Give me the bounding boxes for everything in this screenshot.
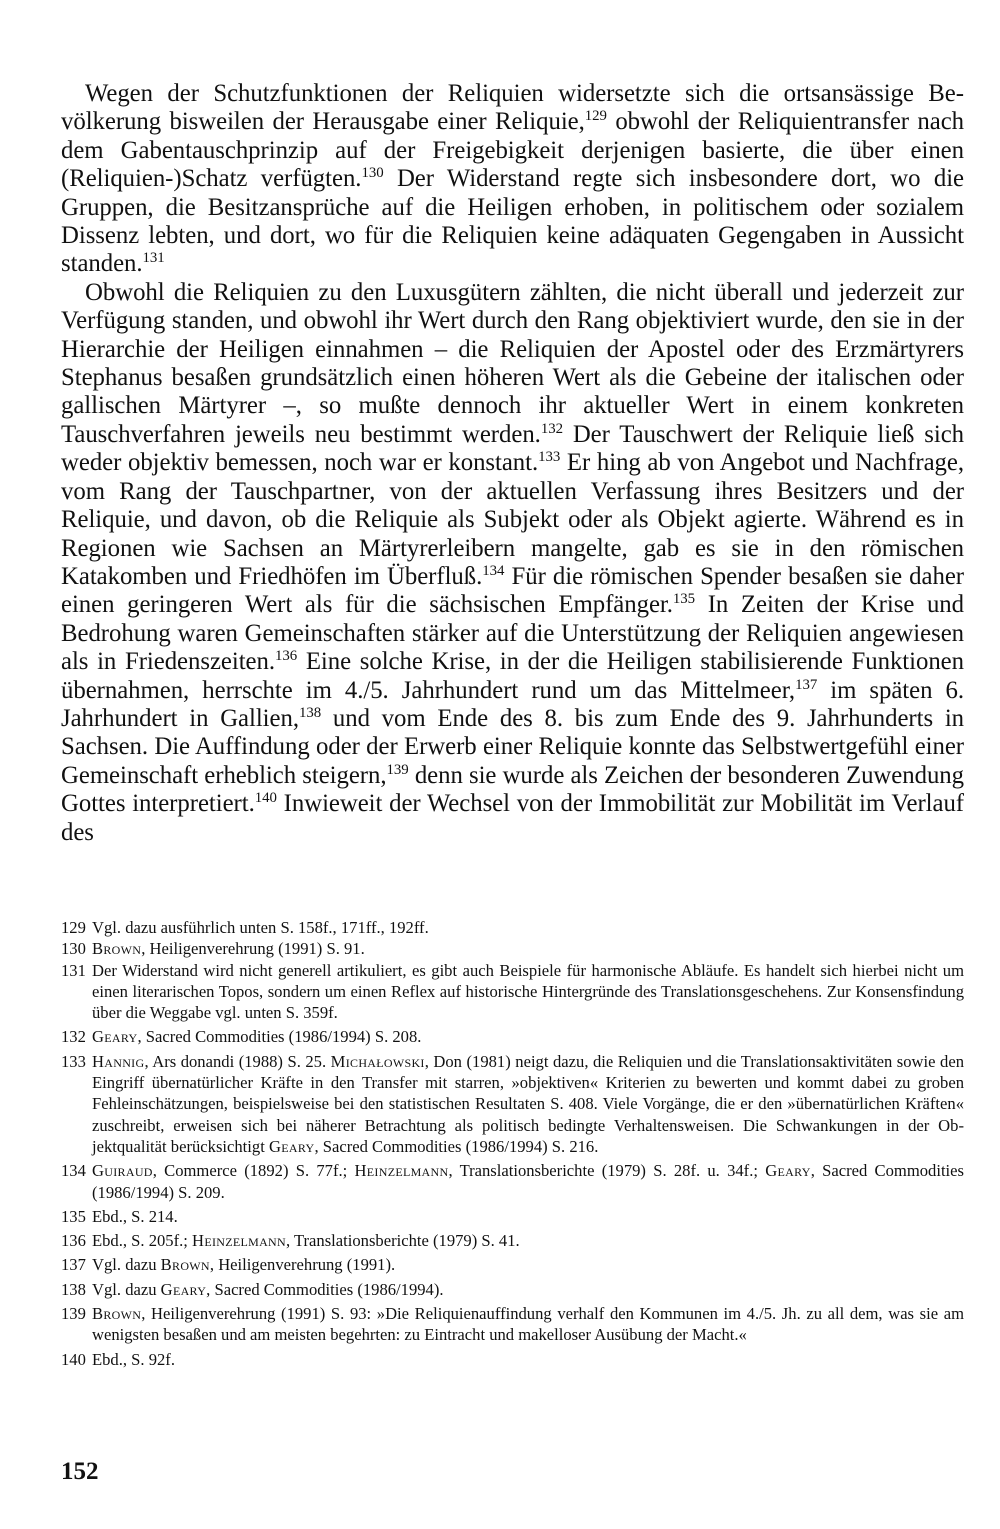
footnote-number: 138 [61,1279,86,1299]
paragraph-1: Wegen der Schutzfunktionen der Reliquien widersetzte sich die ortsansässige Bevölkerung bisweilen der Herausgabe einer Reliquie,$^{129}$ obwohl der Reliquientransfer nach dem Gabentauschprinzip auf der Freigebigkeit derjenigen basierte, die über einen (Reliquien-)Schatz verfügten.$^{130}$ Der Widerstand regte sich insbesondere dort, wo die Gruppen, die Besitzansprüche auf die Heiligen erhoben, in politischem oder sozialem Dissenz lebten, und dort, wo für die Reliquien keine adäquaten Gegengaben in Aussicht standen.$^{131}$ [61,80,964,278]
footnote-text: Vgl. dazu Brown, Heiligenverehrung (1991). [92,1255,396,1275]
footnote-ref-131[interactable]: 131 [142,250,165,267]
footnote-number: 132 [61,1027,86,1047]
footnote-number: 129 [61,918,86,937]
footnote-ref-139[interactable]: 139 [386,761,409,778]
author-name: Heinzelmann [192,1231,286,1251]
footnote-text: Vgl. dazu Geary, Sacred Commodities (1986/1994). [92,1279,444,1299]
footnote-ref-137[interactable]: 137 [795,676,818,693]
author-name: Hannig [92,1051,145,1071]
author-name: Brown [160,1255,210,1275]
main-text [61,80,964,847]
footnote-text: Vgl. dazu ausführlich unten S. 158f., 171ff., 192ff. [92,918,429,937]
author-name: Geary [92,1027,138,1047]
footnote-number: 131 [61,960,86,980]
footnote-130 [61,938,964,959]
page-number: 152 [61,1458,99,1485]
author-name: Guiraud [92,1161,153,1181]
footnote-129 [61,917,964,938]
footnote-131 [61,960,964,1024]
footnote-text: Guiraud, Commerce (1892) S. 77f.; Heinzelmann, Translationsberichte (1979) S. 28f. u. 34f.; Geary, Sacred Commodities (1986/1994) S. 209. [92,1161,964,1202]
footnote-number: 137 [61,1255,86,1275]
footnote-text: Hannig, Ars donandi (1988) S. 25. Michałowski, Don (1981) neigt dazu, die Reliquien und die Translationsaktivitäten sowie den Eingriff übernatürlicher Kräfte in den Transfer mit starren, »objektiven« Kriterien zu bewerten und kommt dabei zu groben Fehleinschätzungen, beispielsweise bei den statistischen Resultaten S. 408. Viele Vorgänge, die er den »übernatürlichen Kräften« zuschreibt, erweisen sich bei näherer Betrachtung als politisch bedingte Verhaltensweisen. Die Schwankungen in der Objektqualität berücksichtigt Geary, Sacred Commodities (1986/1994) S. 216. [92,1051,964,1156]
author-name: Brown [92,939,142,959]
footnote-138 [61,1279,964,1300]
footnote-ref-133[interactable]: 133 [538,449,561,466]
footnote-132 [61,1026,964,1047]
footnote-number: 136 [61,1231,86,1251]
footnote-text: Brown, Heiligenverehrung (1991) S. 93: »Die Reliquienauffindung verhalf den Kommunen im 4./5. Jh. zu all dem, was sie am wenigsten besaßen und am meisten begehrten: zu Eintracht und makelloser Ausübung der Macht.« [92,1304,964,1345]
footnote-number: 135 [61,1206,86,1226]
footnote-text: Geary, Sacred Commodities (1986/1994) S. 208. [92,1027,422,1047]
author-name: Heinzelmann [354,1161,449,1181]
footnote-text: Der Widerstand wird nicht generell artikuliert, es gibt auch Beispiele für harmonische Abläufe. Es handelt sich hierbei nicht um einen literarischen Topos, sondern um einen Reflex auf historische Hintergründe des Translationsgeschehens. Zur Konsensfindung über die Weggabe vgl. unten S. 359f. [92,960,964,1023]
footnote-134 [61,1160,964,1203]
footnote-text: Ebd., S. 214. [92,1206,178,1226]
author-name: Geary [268,1136,315,1156]
footnote-ref-135[interactable]: 135 [672,591,696,608]
footnote-ref-140[interactable]: 140 [254,790,277,807]
footnote-text: Ebd., S. 92f. [92,1349,175,1369]
footnote-number: 139 [61,1304,86,1324]
footnotes [61,917,964,1370]
author-name: Geary [765,1161,811,1181]
author-name: Brown [92,1304,142,1324]
footnote-ref-132[interactable]: 132 [540,420,563,437]
footnote-ref-138[interactable]: 138 [298,705,322,722]
author-name: Geary [160,1279,207,1299]
footnote-ref-130[interactable]: 130 [361,165,384,182]
footnote-137 [61,1254,964,1275]
footnote-number: 140 [61,1349,86,1369]
footnote-133 [61,1051,964,1157]
footnote-ref-136[interactable]: 136 [275,648,298,665]
footnote-ref-134[interactable]: 134 [482,562,505,579]
footnote-text: Brown, Heiligenverehrung (1991) S. 91. [92,939,365,959]
footnote-ref-129[interactable]: 129 [584,108,607,125]
footnote-text: Ebd., S. 205f.; Heinzelmann, Translationsberichte (1979) S. 41. [92,1231,520,1251]
footnote-135 [61,1206,964,1227]
footnote-139 [61,1303,964,1346]
footnote-number: 133 [61,1051,86,1071]
paragraph-2: Obwohl die Reliquien zu den Luxusgütern zählten, die nicht überall und jederzeit zur Verfügung standen, und obwohl ihr Wert durch den Rang objektiviert wurde, den sie in der Hierarchie der Heiligen einnahmen – die Reliquien der Apostel oder des Erzmärtyrers Stephanus besaßen grundsätzlich einen höheren Wert als die Gebeine der italischen oder gallischen Märtyrer –, so mußte dennoch ihr aktueller Wert in einem konkreten Tauschverfahren jeweils neu bestimmt werden.$^{132}$ Der Tauschwert der Reliquie ließ sich weder objektiv bemessen, noch war er konstant.$^{133}$ Er hing ab von Angebot und Nachfrage, vom Rang der Tauschpartner, von der aktuellen Verfassung ihres Besitzers und der Reliquie, und davon, ob die Reliquie als Subjekt oder als Objekt agierte. Während es in Regionen wie Sachsen an Märtyrerleibern mangelte, gab es sie in den römischen Katakomben und Friedhöfen im Überfluß.$^{134}$ Für die römischen Spender besaßen sie daher einen geringeren Wert als für die sächsischen Empfänger.$^{135}$ In Zeiten der Krise und Bedrohung waren Gemeinschaften stärker auf die Unterstützung der Reliquien angewiesen als in Friedenszeiten.$^{136}$ Eine solche Krise, in der die Heiligen stabilisierende Funktionen übernahmen, herrschte im 4./5. Jahrhundert rund um das Mittelmeer,$^{137}$ im späten 6. Jahrhundert in Gallien,$^{138}$ und vom Ende des 8. bis zum Ende des 9. Jahrhunderts in Sachsen. Die Auffindung oder der Erwerb einer Reliquie konnte das Selbstwertgefühl einer Gemeinschaft erheblich steigern,$^{139}$ denn sie wurde als Zeichen der besonderen Zuwendung Gottes interpretiert.$^{140}$ Inwieweit der Wechsel von der Immobilität zur Mobilität im Verlauf des [61,278,965,846]
footnote-number: 134 [61,1161,86,1181]
footnote-136 [61,1230,964,1251]
author-name: Michałowski [330,1051,425,1071]
footnote-number: 130 [61,939,86,959]
footnote-140 [61,1349,964,1370]
